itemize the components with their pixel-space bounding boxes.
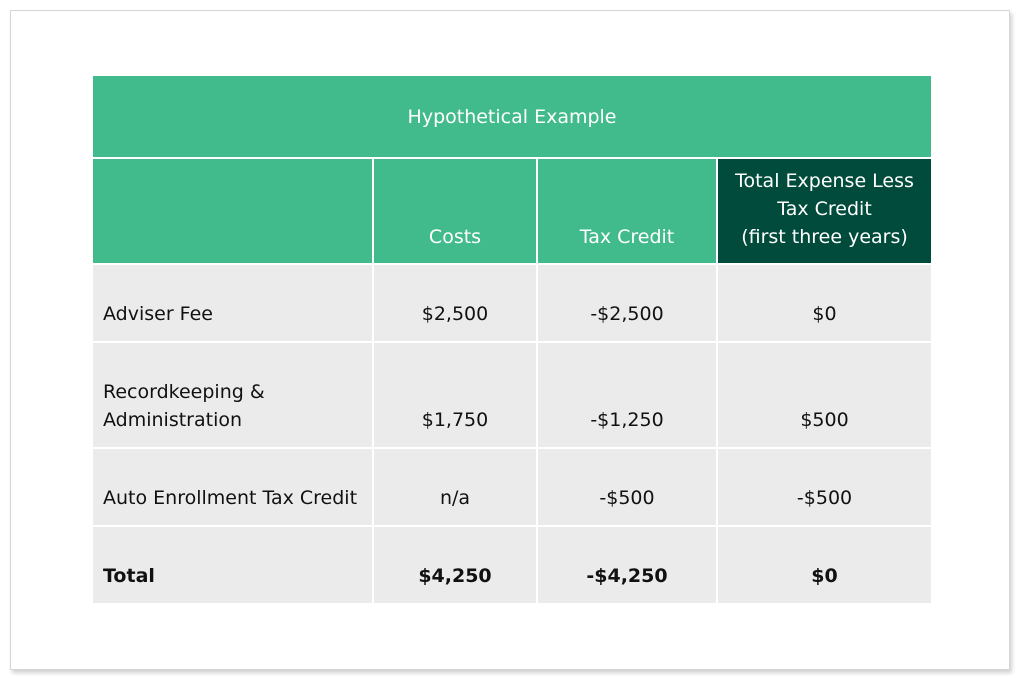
hypothetical-example-table (93, 76, 931, 603)
header-total-expense-line-2: Tax Credit (777, 198, 872, 220)
cell-total: $0 (717, 264, 931, 342)
table-title: Hypothetical Example (93, 76, 931, 158)
cell-costs: $1,750 (373, 342, 537, 448)
cell-tax-credit: -$4,250 (537, 526, 717, 603)
header-total-expense-line-3: (first three years) (741, 226, 908, 248)
table-row (93, 342, 931, 448)
row-label-adviser-fee (93, 264, 373, 342)
cell-costs: $2,500 (373, 264, 537, 342)
row-label-line: Administration (103, 409, 243, 431)
cell-costs: $4,250 (373, 526, 537, 603)
row-label-line: Adviser Fee (103, 303, 213, 325)
header-total-expense (717, 158, 931, 264)
row-label-auto-enrollment (93, 448, 373, 526)
document-frame (10, 10, 1010, 670)
cell-total: $0 (717, 526, 931, 603)
header-total-expense-line-1: Total Expense Less (735, 170, 914, 192)
cell-total: $500 (717, 342, 931, 448)
table-row-total (93, 526, 931, 603)
cell-total: -$500 (717, 448, 931, 526)
row-label-line: Auto Enrollment Tax Credit (103, 487, 358, 509)
table-row (93, 264, 931, 342)
cell-tax-credit: -$500 (537, 448, 717, 526)
header-tax-credit: Tax Credit (537, 158, 717, 264)
row-label-line: Total (103, 565, 155, 587)
cell-costs: n/a (373, 448, 537, 526)
cell-tax-credit: -$1,250 (537, 342, 717, 448)
cell-tax-credit: -$2,500 (537, 264, 717, 342)
header-label-empty (93, 158, 373, 264)
header-costs: Costs (373, 158, 537, 264)
row-label-total (93, 526, 373, 603)
row-label-line: Recordkeeping & (103, 381, 265, 403)
row-label-recordkeeping (93, 342, 373, 448)
table-row (93, 448, 931, 526)
